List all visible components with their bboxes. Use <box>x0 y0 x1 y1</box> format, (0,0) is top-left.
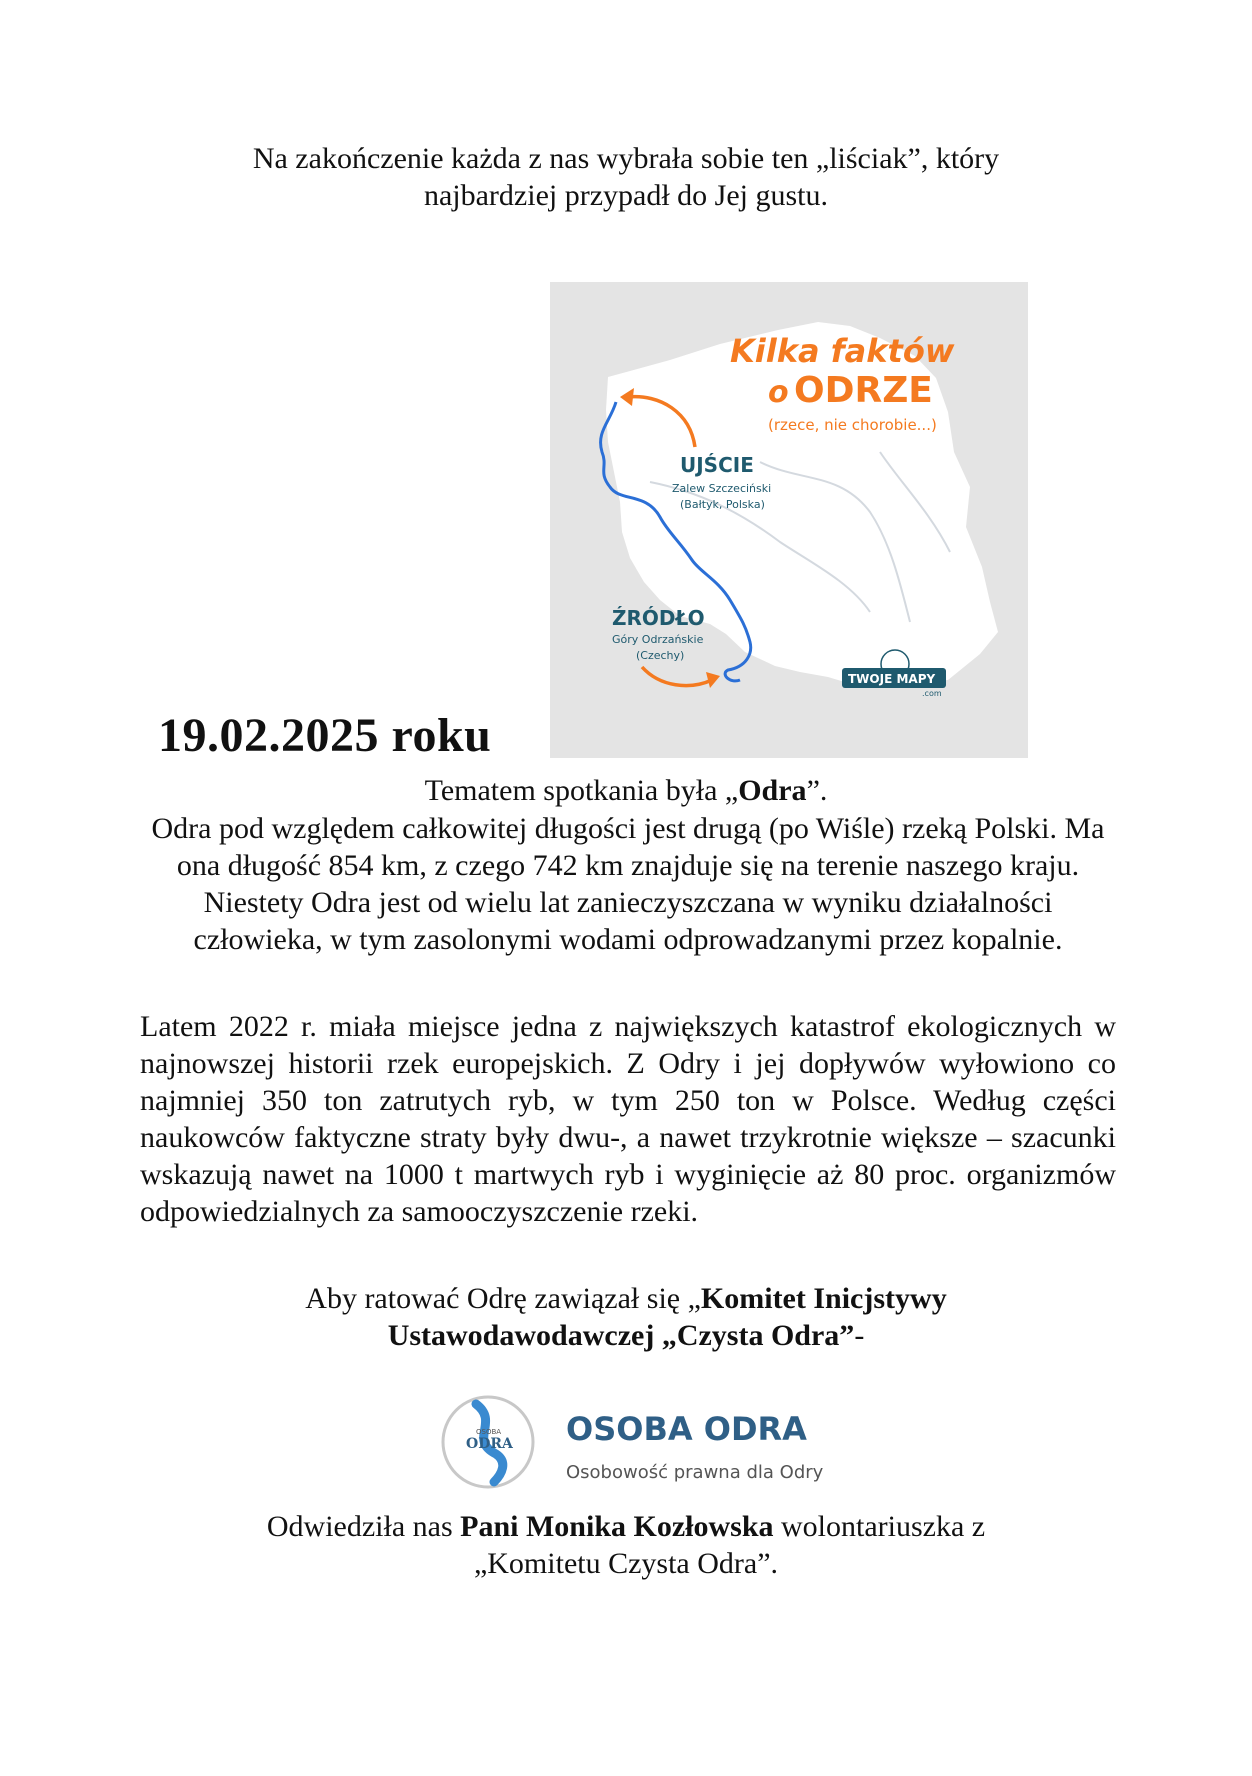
intro-line-1: Na zakończenie każda z nas wybrała sobie ten „liściak”, który <box>252 142 1000 175</box>
logo-emblem-main: ODRA <box>466 1436 513 1452</box>
committee-text <box>0 1280 1252 1354</box>
source-line-2: (Czechy) <box>636 649 685 662</box>
intro-text <box>0 140 1252 214</box>
logo-title: OSOBA ODRA <box>566 1410 807 1448</box>
date-heading: 19.02.2025 roku <box>158 709 492 762</box>
paragraph-odra-length: Odra pod względem całkowitej długości jest drugą (po Wiśle) rzeką Polski. Ma ona długość 854 km, z czego 742 km znajduje się na terenie naszego kraju. Niestety Odra jest od wielu lat zanieczyszczana w wyniku działalności człowieka, w tym zasolonymi wodami odprowadzanymi przez kopalnie. <box>151 812 1105 956</box>
osoba-odra-logo <box>438 1392 848 1492</box>
mouth-title: UJŚCIE <box>680 453 754 477</box>
committee-prefix: Aby ratować Odrę zawiązał się „ <box>305 1282 701 1315</box>
source-title: ŹRÓDŁO <box>612 606 705 630</box>
logo-subtitle: Osobowość prawna dla Odry <box>566 1462 824 1483</box>
committee-suffix: - <box>854 1319 865 1352</box>
brand-suffix: .com <box>922 689 942 698</box>
brand-label: TWOJE MAPY <box>848 672 936 686</box>
mouth-line-2: (Bałtyk, Polska) <box>680 498 765 511</box>
map-subtitle: (rzece, nie chorobie...) <box>768 416 937 434</box>
visit-text <box>0 1508 1252 1582</box>
committee-bold-line2: Ustawodawodawczej „Czysta Odra” <box>387 1319 855 1352</box>
visit-prefix: Odwiedziła nas <box>266 1510 461 1543</box>
topic-prefix: Tematem spotkania była „ <box>424 774 739 807</box>
mouth-line-1: Zalew Szczeciński <box>672 482 772 495</box>
paragraph-catastrophe: Latem 2022 r. miała miejsce jedna z największych katastrof ekologicznych w najnowszej historii rzek europejskich. Z Odry i jej dopływów wyłowiono co najmniej 350 ton zatrutych ryb, w tym 250 ton w Polsce. Według części naukowców faktyczne straty były dwu-, a nawet trzykrotnie większe – szacunki wskazują nawet na 1000 t martwych ryb i wyginięcie aż 80 proc. organizmów odpowiedzialnych za samooczyszczenie rzeki. <box>140 1010 1116 1228</box>
topic-suffix: ”. <box>806 774 828 807</box>
map-title-o: o <box>768 375 789 410</box>
visit-line-2: „Komitetu Czysta Odra”. <box>473 1547 779 1580</box>
map-title-line2: ODRZE <box>794 370 933 411</box>
map-svg <box>550 282 1028 758</box>
map-title-line1: Kilka faktów <box>730 332 955 370</box>
visit-bold: Pani Monika Kozłowska <box>460 1510 774 1543</box>
topic-line <box>0 772 1252 809</box>
odra-map-infographic <box>550 282 1028 758</box>
logo-emblem-top: OSOBA <box>476 1428 502 1436</box>
topic-bold: Odra <box>738 774 807 807</box>
intro-line-2: najbardziej przypadł do Jej gustu. <box>423 179 829 212</box>
logo-svg <box>438 1392 848 1492</box>
source-line-1: Góry Odrzańskie <box>612 633 704 646</box>
visit-suffix: wolontariuszka z <box>773 1510 986 1543</box>
committee-bold-line1: Komitet Inicjstywy <box>700 1282 947 1315</box>
